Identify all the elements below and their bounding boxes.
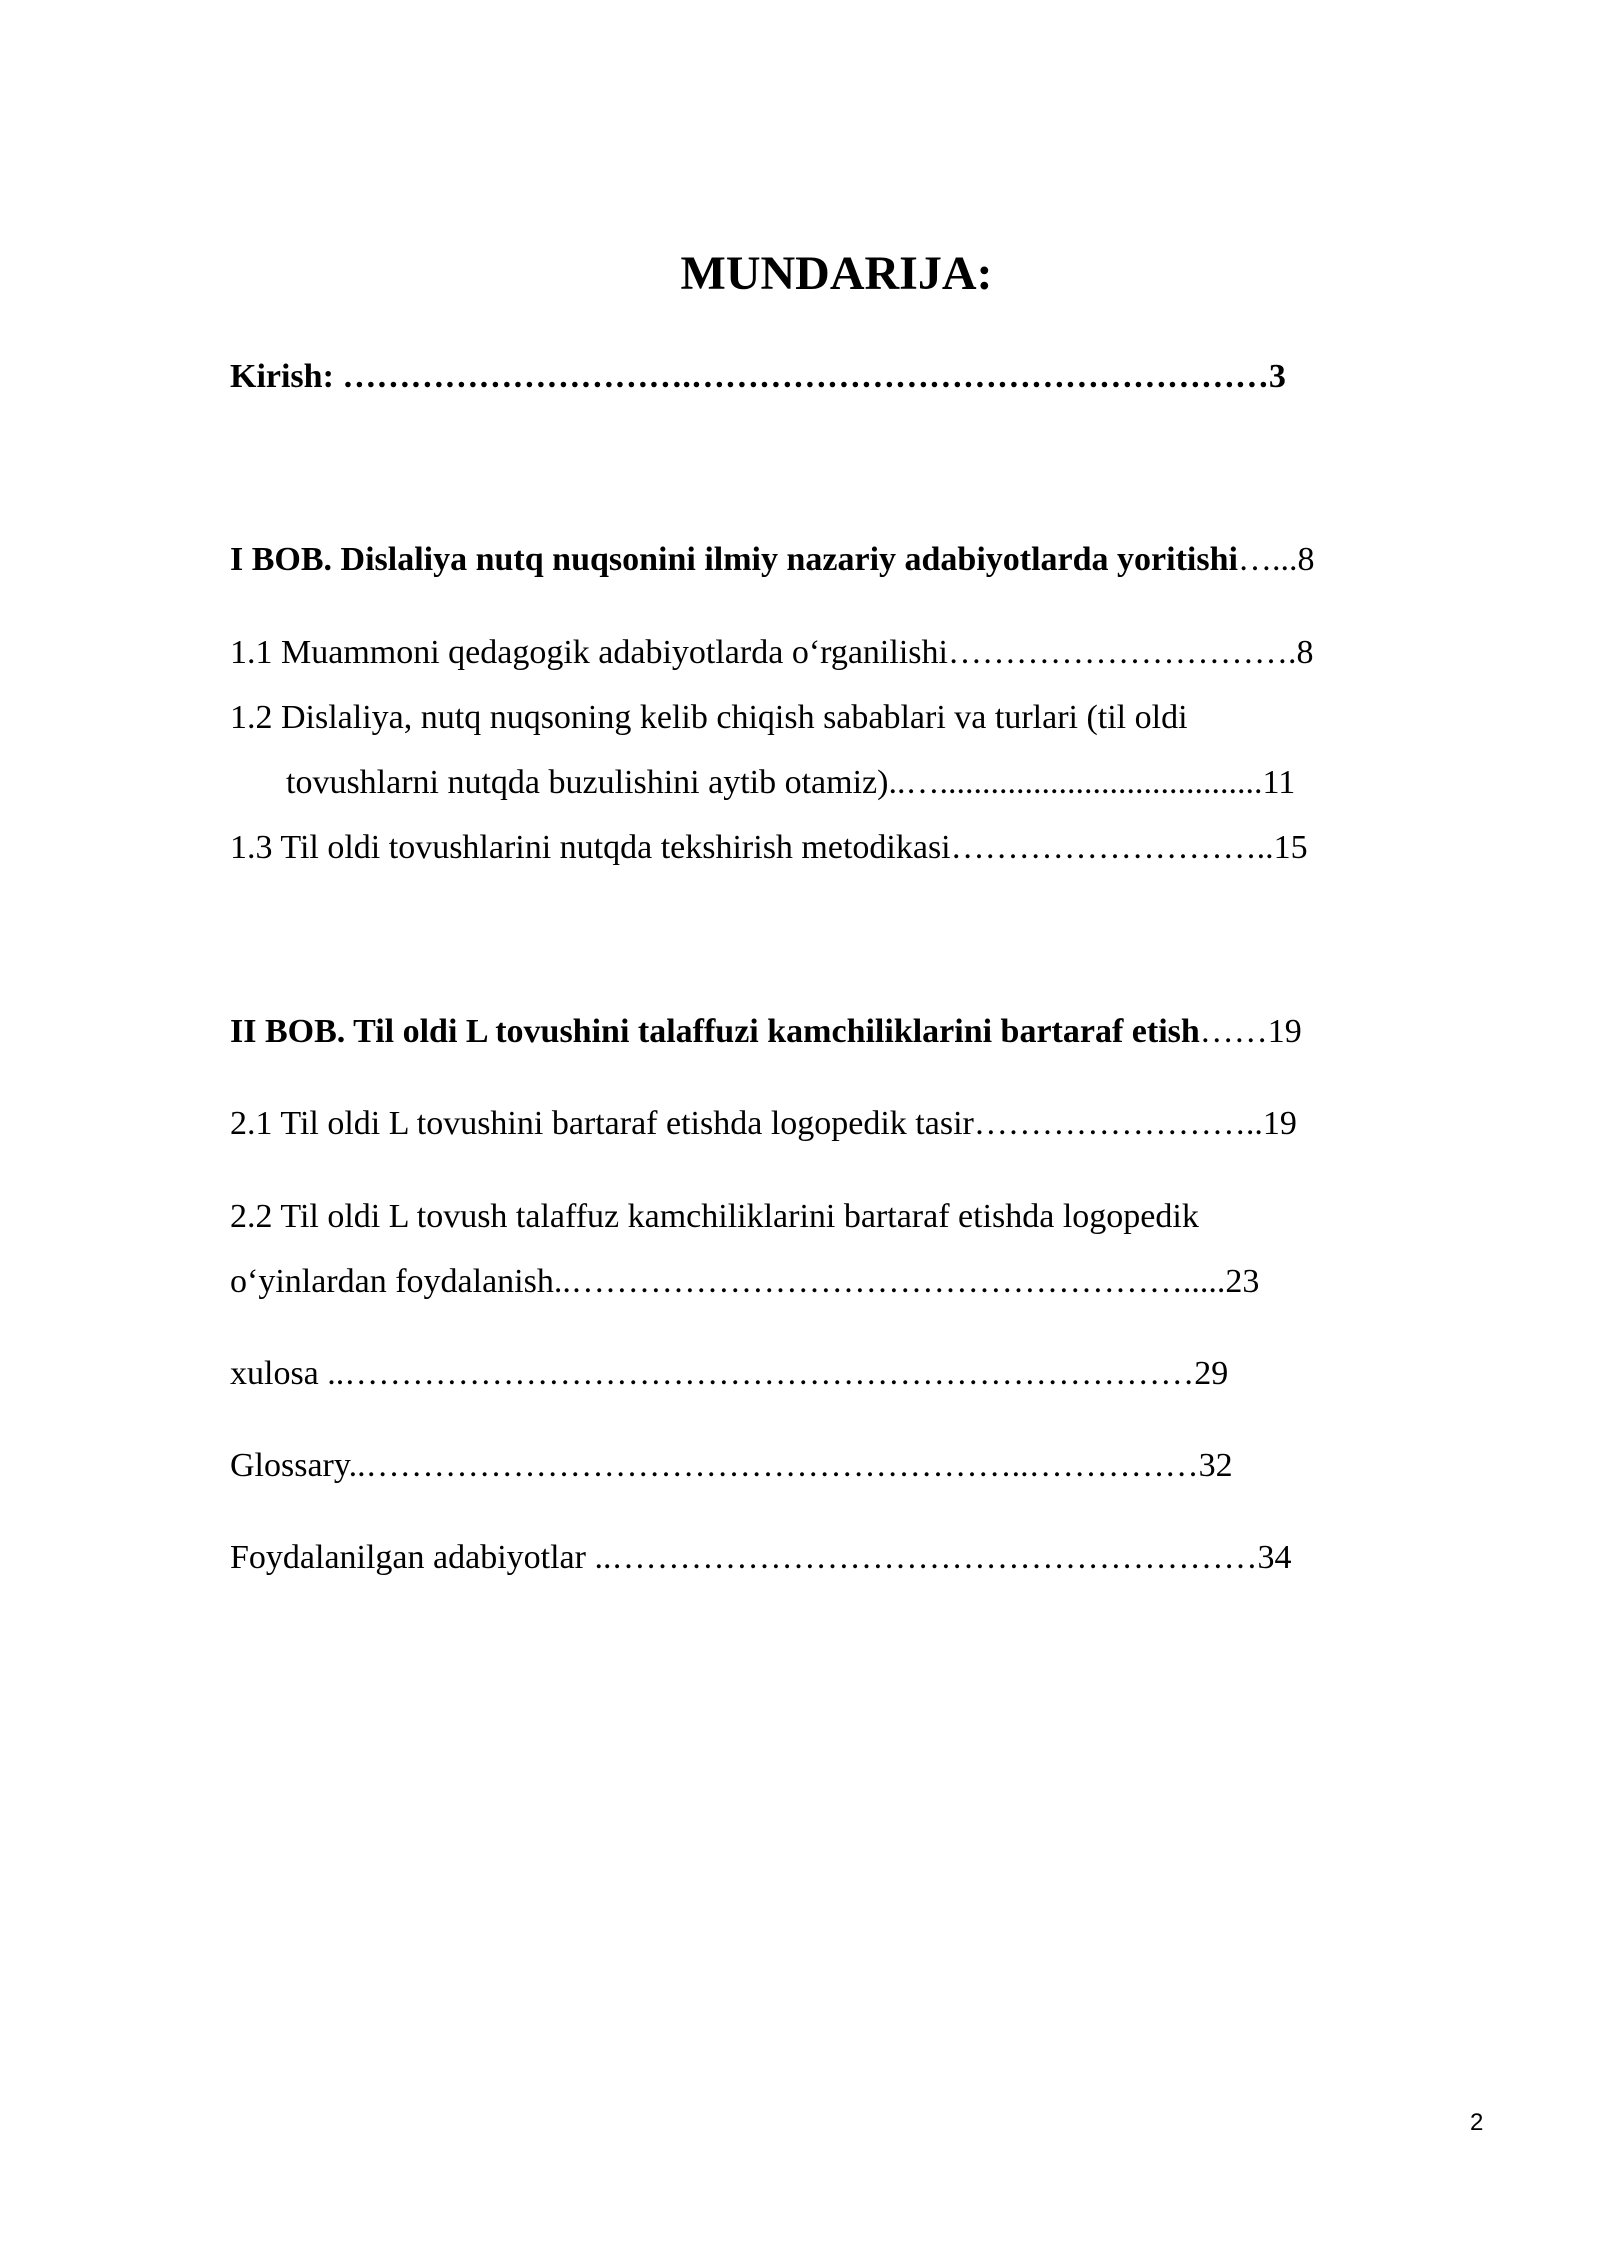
toc-entry-glossary: Glossary..…………………………………………………..……………32 <box>230 1447 1233 1484</box>
toc-entry-references: Foydalanilgan adabiyotlar ..…………………………………………………34 <box>230 1539 1292 1576</box>
toc-entry-chapter-1-title: I BOB. Dislaliya nutq nuqsonini ilmiy nazariy adabiyotlarda yoritishi <box>230 541 1238 578</box>
toc-entry-chapter-1 <box>230 538 1314 582</box>
toc-entry-xulosa: xulosa ..…………………………………………………………………29 <box>230 1355 1229 1392</box>
toc-entry-1-1: 1.1 Muammoni qedagogik adabiyotlarda o‘rganilishi………………………….8 <box>230 634 1314 671</box>
toc-entry-1-2-continuation: tovushlarni nutqda buzulishini aytib otamiz)..…......................................11 <box>286 764 1296 801</box>
toc-entry-2-1: 2.1 Til oldi L tovushini bartaraf etishda logopedik tasir……………………..19 <box>230 1105 1297 1142</box>
toc-entry-2-2: 2.2 Til oldi L tovush talaffuz kamchiliklarini bartaraf etishda logopedik <box>230 1198 1199 1235</box>
toc-entry-chapter-2-page: ……19 <box>1199 1013 1302 1050</box>
toc-entry-chapter-2-title: II BOB. Til oldi L tovushini talaffuzi kamchiliklarini bartaraf etish <box>230 1013 1200 1050</box>
toc-entry-2-2-continuation: o‘yinlardan foydalanish..……………………………………………….....23 <box>230 1263 1260 1300</box>
toc-entry-1-3: 1.3 Til oldi tovushlarini nutqda tekshirish metodikasi………………………..15 <box>230 829 1308 866</box>
toc-entry-chapter-2 <box>230 1010 1302 1054</box>
toc-entry-chapter-1-page: …...8 <box>1237 541 1315 578</box>
page-title: MUNDARIJA: <box>680 247 993 300</box>
page-number: 2 <box>1470 2109 1484 2136</box>
toc-entry-kirish: Kirish: ………………………….……………………………………………3 <box>230 358 1286 395</box>
toc-entry-1-2: 1.2 Dislaliya, nutq nuqsoning kelib chiqish sabablari va turlari (til oldi <box>230 699 1188 736</box>
